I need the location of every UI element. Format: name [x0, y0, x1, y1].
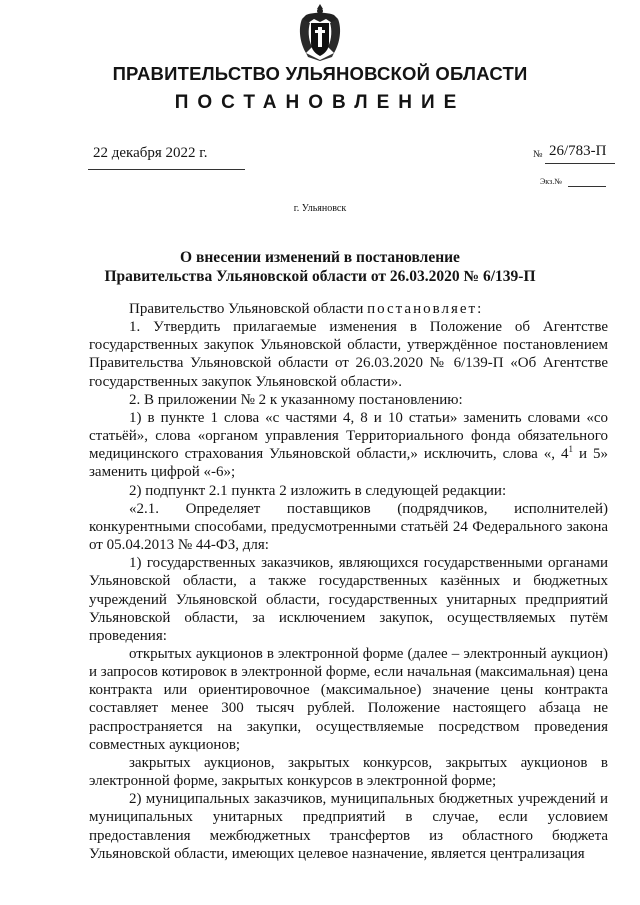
paragraph-9: 2) муниципальных заказчиков, муниципальных бюджетных учреждений и муниципальных унитарных предприятий в случае, если условием предоставления межбюджетных трансфертов из областного бюджета Ульяновской области, имеющих целевое назначение, является централизация — [89, 791, 608, 862]
paragraph-8: закрытых аукционов, закрытых конкурсов, закрытых аукционов в электронной форме, закрытых конкурсов в электронной форме; — [89, 754, 608, 790]
paragraph-4: 2) подпункт 2.1 пункта 2 изложить в следующей редакции: — [129, 482, 507, 499]
document-body — [89, 300, 608, 863]
title-line-1: О внесении изменений в постановление — [180, 249, 460, 266]
intro-text: Правительство Ульяновской области — [129, 301, 368, 317]
city: г. Ульяновск — [293, 203, 347, 214]
government-name: ПРАВИТЕЛЬСТВО УЛЬЯНОВСКОЙ ОБЛАСТИ — [112, 63, 528, 84]
paragraph-6: 1) государственных заказчиков, являющихся государственными органами Ульяновской области, а также государственных казённых и бюджетных учреждений Ульяновской области, государственных унитарных предприятий Ульяновской области, за исключением закупок, осуществляемых путём проведения: — [89, 555, 608, 644]
number-underline — [545, 163, 615, 164]
intro-paragraph — [89, 300, 608, 318]
copy-number-underline — [568, 186, 606, 187]
document-title — [0, 248, 640, 286]
intro-keyword: постановляет: — [367, 301, 484, 317]
paragraph-3 — [89, 409, 608, 482]
ulyanovsk-coat-of-arms-icon — [298, 3, 342, 61]
decree-date: 22 декабря 2022 г. — [93, 145, 208, 161]
paragraph-7: открытых аукционов в электронной форме (далее – электронный аукцион) и запросов котировок в электронной форме, если начальная (максимальная) цена контракта или ориентировочное (максимальное) значение цены контракта составляет менее 300 тысяч рублей. Положение настоящего абзаца не распространяется на закупки, осуществляемые посредством проведения совместных аукционов; — [89, 645, 608, 753]
title-line-2: Правительства Ульяновской области от 26.03.2020 № 6/139-П — [104, 268, 536, 285]
superscript: 1 — [568, 444, 574, 455]
paragraph-5: «2.1. Определяет поставщиков (подрядчиков, исполнителей) конкурентными способами, предусмотренными статьёй 24 Федерального закона от 05.04.2013 № 44-ФЗ, для: — [89, 500, 608, 554]
paragraph-3-tail: и 5» заменить цифрой «-6»; — [89, 446, 608, 481]
decree-number: 26/783-П — [549, 143, 607, 159]
number-label: № — [533, 149, 543, 160]
paragraph-1: 1. Утвердить прилагаемые изменения в Положение об Агентстве государственных закупок Ульяновской области, утверждённое постановлением Правительства Ульяновской области от 26.03.2020 № 6/139-П «Об Агентстве государственных закупок Ульяновской области». — [89, 319, 608, 390]
paragraph-2: 2. В приложении № 2 к указанному постановлению: — [129, 391, 463, 408]
paragraph-3-text: 1) в пункте 1 слова «с частями 4, 8 и 10 статьи» заменить словами «со статьёй», слова «органом управления Территориального фонда обязательного медицинского страхования Ульяновской области,» исключить, слова «, 4 — [89, 409, 608, 463]
date-underline — [88, 169, 245, 170]
copy-number-label: Экз.№ — [540, 177, 562, 186]
document-type: ПОСТАНОВЛЕНИЕ — [174, 92, 466, 113]
